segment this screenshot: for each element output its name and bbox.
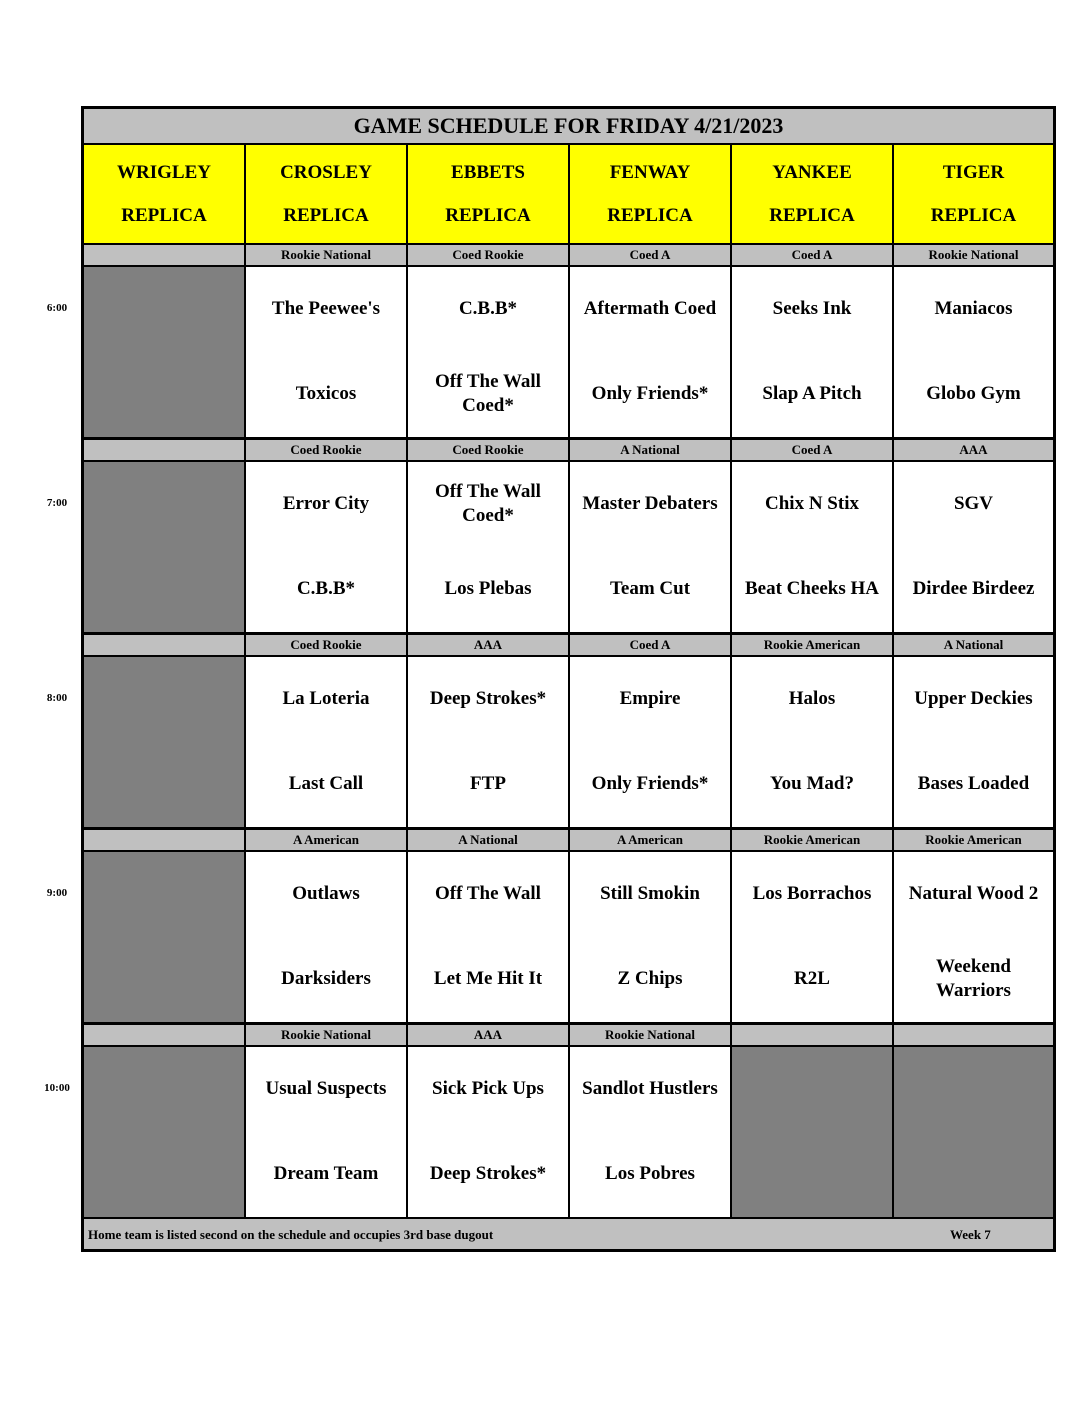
game-cell <box>246 462 406 632</box>
home-team: Last Call <box>288 773 364 794</box>
division-label <box>84 635 244 655</box>
home-team: C.B.B* <box>296 578 356 599</box>
division-label: Rookie American <box>732 635 892 655</box>
division-label: Coed Rookie <box>408 245 568 265</box>
division-label: Rookie National <box>246 245 406 265</box>
footer-note: Home team is listed second on the schedule and occupies 3rd base dugout <box>88 1227 494 1242</box>
schedule-footer <box>84 1219 1053 1249</box>
game-cell <box>246 267 406 437</box>
schedule-table <box>81 106 1056 1252</box>
field-header <box>84 145 244 243</box>
field-type: REPLICA <box>930 204 1017 226</box>
field-name: EBBETS <box>451 161 525 183</box>
game-cell <box>570 852 730 1022</box>
division-label: Rookie National <box>894 245 1053 265</box>
game-cell <box>246 852 406 1022</box>
away-team: C.B.B* <box>458 298 518 319</box>
away-team: Chix N Stix <box>765 493 859 514</box>
field-name: FENWAY <box>609 161 691 183</box>
home-team: Off The Wall Coed* <box>435 371 541 416</box>
home-team: Slap A Pitch <box>762 383 862 404</box>
game-cell <box>570 657 730 827</box>
time-label: 7:00 <box>46 497 68 509</box>
field-type: REPLICA <box>283 204 369 226</box>
field-header <box>570 145 730 243</box>
away-team: Usual Suspects <box>265 1078 387 1099</box>
away-team: Still Smokin <box>600 883 700 904</box>
away-team: SGV <box>953 493 994 514</box>
division-label <box>84 245 244 265</box>
division-label: Rookie National <box>570 1025 730 1045</box>
time-label: 8:00 <box>46 692 68 704</box>
empty-cell <box>732 1047 892 1217</box>
away-team: Off The Wall <box>435 883 541 904</box>
division-label: A National <box>570 440 730 460</box>
home-team: Only Friends* <box>591 773 709 794</box>
home-team: Bases Loaded <box>917 773 1030 794</box>
away-team: Deep Strokes* <box>429 688 547 709</box>
division-label: AAA <box>408 1025 568 1045</box>
division-label <box>894 1025 1053 1045</box>
division-label: Coed A <box>570 635 730 655</box>
home-team: Deep Strokes* <box>429 1163 547 1184</box>
game-cell <box>894 267 1053 437</box>
home-team: Los Plebas <box>444 578 532 599</box>
empty-cell <box>84 267 244 437</box>
field-type: REPLICA <box>121 204 207 226</box>
division-label: Coed A <box>732 440 892 460</box>
field-header <box>408 145 568 243</box>
field-type: REPLICA <box>445 204 531 226</box>
field-name: CROSLEY <box>280 161 372 183</box>
division-label: AAA <box>408 635 568 655</box>
home-team: Globo Gym <box>926 383 1021 404</box>
empty-cell <box>84 1047 244 1217</box>
away-team: Off The Wall Coed* <box>435 481 541 526</box>
division-label: Rookie National <box>246 1025 406 1045</box>
game-cell <box>894 462 1053 632</box>
away-team: Maniacos <box>934 298 1013 319</box>
division-label: Coed A <box>732 245 892 265</box>
home-team: R2L <box>794 968 830 989</box>
field-header <box>246 145 406 243</box>
home-team: Dream Team <box>273 1163 379 1184</box>
field-type: REPLICA <box>607 204 693 226</box>
field-name: WRIGLEY <box>117 161 211 183</box>
game-cell <box>570 462 730 632</box>
time-label: 10:00 <box>44 1082 70 1094</box>
home-team: Darksiders <box>281 968 371 989</box>
away-team: Natural Wood 2 <box>908 883 1039 904</box>
division-label: A American <box>570 830 730 850</box>
game-cell <box>408 462 568 632</box>
division-label: Coed A <box>570 245 730 265</box>
division-label <box>732 1025 892 1045</box>
home-team: You Mad? <box>770 773 854 794</box>
home-team: FTP <box>470 773 506 794</box>
division-label: Rookie American <box>732 830 892 850</box>
division-label: A National <box>894 635 1053 655</box>
home-team: Los Pobres <box>605 1163 695 1184</box>
away-team: Error City <box>282 493 370 514</box>
home-team: Let Me Hit It <box>433 968 543 989</box>
field-name: TIGER <box>942 161 1005 183</box>
away-team: Halos <box>788 688 836 709</box>
empty-cell <box>84 852 244 1022</box>
game-cell <box>732 657 892 827</box>
game-cell <box>894 657 1053 827</box>
game-cell <box>570 1047 730 1217</box>
home-team: Toxicos <box>295 383 357 404</box>
away-team: Sandlot Hustlers <box>582 1078 718 1099</box>
home-team: Beat Cheeks HA <box>744 578 880 599</box>
away-team: Los Borrachos <box>752 883 872 904</box>
game-cell <box>570 267 730 437</box>
division-label <box>84 830 244 850</box>
division-label: AAA <box>894 440 1053 460</box>
game-cell <box>408 657 568 827</box>
away-team: La Loteria <box>282 688 370 709</box>
empty-cell <box>84 462 244 632</box>
away-team: Outlaws <box>292 883 360 904</box>
division-label <box>84 440 244 460</box>
empty-cell <box>84 657 244 827</box>
home-team: Z Chips <box>617 968 683 989</box>
away-team: Master Debaters <box>582 493 718 514</box>
empty-cell <box>894 1047 1053 1217</box>
field-type: REPLICA <box>769 204 855 226</box>
game-cell <box>246 657 406 827</box>
away-team: Empire <box>619 688 681 709</box>
home-team: Only Friends* <box>591 383 709 404</box>
away-team: Aftermath Coed <box>583 298 717 319</box>
field-header <box>732 145 892 243</box>
game-cell <box>408 1047 568 1217</box>
division-label: Coed Rookie <box>246 440 406 460</box>
division-label <box>84 1025 244 1045</box>
game-cell <box>732 852 892 1022</box>
division-label: Coed Rookie <box>246 635 406 655</box>
away-team: The Peewee's <box>271 298 381 319</box>
division-label: Rookie American <box>894 830 1053 850</box>
time-label: 6:00 <box>46 302 68 314</box>
game-cell <box>894 852 1053 1022</box>
field-name: YANKEE <box>772 161 852 183</box>
division-label: A American <box>246 830 406 850</box>
game-cell <box>732 462 892 632</box>
game-cell <box>246 1047 406 1217</box>
home-team: Team Cut <box>609 578 691 599</box>
division-label: Coed Rookie <box>408 440 568 460</box>
time-label: 9:00 <box>46 887 68 899</box>
schedule-title: GAME SCHEDULE FOR FRIDAY 4/21/2023 <box>84 109 1053 145</box>
field-header <box>894 145 1053 243</box>
away-team: Sick Pick Ups <box>432 1078 544 1099</box>
game-cell <box>732 267 892 437</box>
week-label: Week 7 <box>950 1227 991 1242</box>
away-team: Seeks Ink <box>772 298 852 319</box>
home-team: Weekend Warriors <box>936 956 1011 1001</box>
away-team: Upper Deckies <box>914 688 1033 709</box>
game-cell <box>408 267 568 437</box>
division-label: A National <box>408 830 568 850</box>
game-cell <box>408 852 568 1022</box>
home-team: Dirdee Birdeez <box>912 578 1035 599</box>
